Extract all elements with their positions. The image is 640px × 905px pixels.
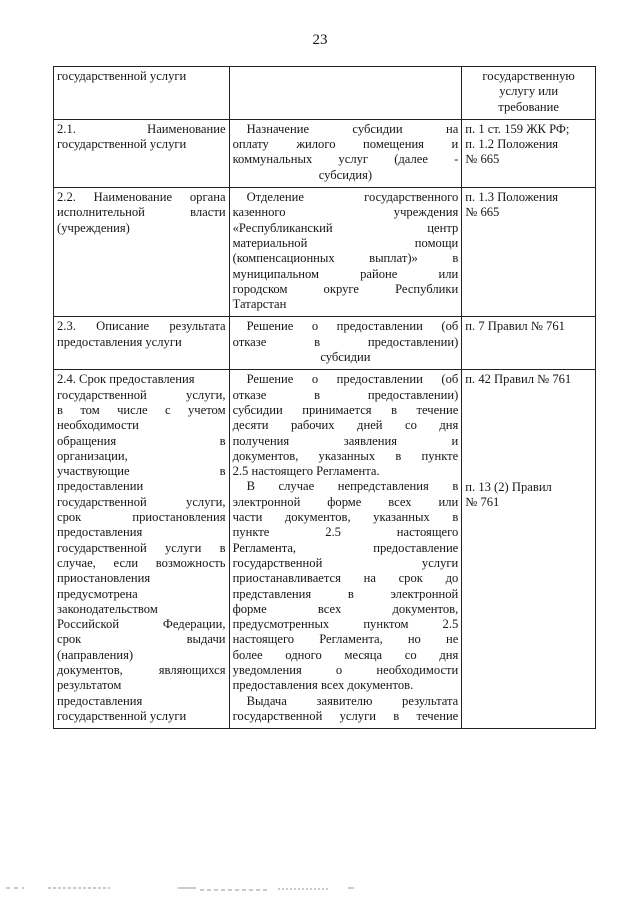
- text-line: Татарстан: [232, 297, 287, 312]
- text-line: № 761: [465, 494, 500, 509]
- text-line: городском округе Республики: [232, 281, 459, 296]
- text-line: государственную: [482, 69, 575, 83]
- text-line: случае, если возможность: [57, 555, 226, 570]
- table-row: [54, 119, 596, 187]
- text-line: необходимости: [57, 418, 139, 433]
- page-number: 23: [312, 32, 328, 48]
- text-line: документов, указанных в пункте: [232, 448, 459, 463]
- cell-legal-basis: [462, 317, 596, 370]
- text-line: электронной форме всех или: [232, 494, 459, 509]
- text-line: государственной услуги: [57, 137, 187, 152]
- cell-legal-basis: [462, 119, 596, 187]
- cell-value: [229, 119, 462, 187]
- text-line: 2.4. Срок предоставления: [57, 372, 195, 387]
- text-line: пункте 2.5 настоящего: [232, 525, 459, 540]
- cell-parameter: [54, 188, 230, 317]
- text-line: более одного месяца со дня: [232, 647, 459, 662]
- text-line: Назначение субсидии на: [246, 121, 459, 136]
- table-row: [54, 67, 596, 120]
- text-line: п. 1.2 Положения: [465, 137, 559, 152]
- text-line: отказе в предоставлении): [232, 334, 459, 349]
- text-line: (направления): [57, 647, 134, 662]
- text-line: государственной услуги в течение: [232, 708, 459, 723]
- text-line: № 665: [465, 152, 500, 167]
- text-line: срок выдачи: [57, 632, 226, 647]
- text-line: государственной услуги: [57, 69, 187, 83]
- text-line: государственной услуги в: [57, 540, 226, 555]
- cell-legal-basis: [462, 188, 596, 317]
- text-line: законодательством: [57, 601, 158, 616]
- cell-value: [229, 67, 462, 120]
- cell-legal-basis: [462, 67, 596, 120]
- text-line: получения заявления и: [232, 433, 459, 448]
- cell-spacer: [465, 388, 592, 480]
- text-line: оплату жилого помещения и: [232, 137, 459, 152]
- text-line: в том числе с учетом: [57, 402, 226, 417]
- text-line: предоставлении: [57, 479, 144, 494]
- regulation-table: [53, 66, 596, 729]
- text-line: предоставления услуги: [57, 334, 182, 349]
- cell-value: [229, 370, 462, 729]
- text-line: муниципальном районе или: [232, 266, 459, 281]
- text-line: Решение о предоставлении (об: [246, 319, 459, 334]
- text-line: В случае непредставления в: [246, 479, 459, 494]
- text-line: обращения в: [57, 433, 226, 448]
- text-line: приостановления: [57, 571, 151, 586]
- text-line: приостанавливается на срок до: [232, 571, 459, 586]
- table-row: [54, 317, 596, 370]
- text-line: предусмотренных пунктом 2.5: [232, 617, 459, 632]
- text-line: 2.1. Наименование: [57, 121, 226, 136]
- table-row: [54, 370, 596, 729]
- text-line: организации,: [57, 448, 128, 463]
- text-line: субсидия): [318, 167, 373, 182]
- text-line: Выдача заявителю результата: [246, 693, 459, 708]
- text-line: предоставления всех документов.: [232, 678, 414, 693]
- text-line: предоставления: [57, 525, 143, 540]
- cell-legal-basis: [462, 370, 596, 729]
- text-line: субсидии: [320, 350, 371, 365]
- text-line: настоящего Регламента, но не: [232, 632, 459, 647]
- text-line: п. 1 ст. 159 ЖК РФ;: [465, 121, 570, 136]
- text-line: представления в электронной: [232, 586, 459, 601]
- text-line: п. 7 Правил № 761: [465, 319, 565, 334]
- text-line: № 665: [465, 205, 500, 220]
- cell-parameter: [54, 370, 230, 729]
- text-line: «Республиканский центр: [232, 220, 459, 235]
- text-line: форме всех документов,: [232, 601, 459, 616]
- scan-artifacts: [0, 884, 640, 896]
- text-line: (учреждения): [57, 220, 130, 235]
- text-line: 2.3. Описание результата: [57, 319, 226, 334]
- text-line: 2.5 настоящего Регламента.: [232, 464, 380, 479]
- cell-value: [229, 188, 462, 317]
- text-line: услугу или: [499, 84, 559, 99]
- text-line: части документов, указанных в: [232, 510, 459, 525]
- text-line: п. 13 (2) Правил: [465, 479, 552, 494]
- text-line: п. 42 Правил № 761: [465, 372, 572, 387]
- table-row: [54, 188, 596, 317]
- text-line: отказе в предоставлении): [232, 387, 459, 402]
- text-line: уведомления о необходимости: [232, 662, 459, 677]
- text-line: Отделение государственного: [246, 190, 459, 205]
- text-line: государственной услуги,: [57, 494, 226, 509]
- text-line: документов, являющихся: [57, 662, 226, 677]
- text-line: государственной услуги,: [57, 387, 226, 402]
- text-line: коммунальных услуг (далее -: [232, 152, 459, 167]
- cell-value: [229, 317, 462, 370]
- text-line: государственной услуги: [57, 708, 187, 723]
- cell-parameter: [54, 317, 230, 370]
- text-line: срок приостановления: [57, 510, 226, 525]
- text-line: Российской Федерации,: [57, 617, 226, 632]
- text-line: требование: [498, 99, 559, 114]
- text-line: казенного учреждения: [232, 205, 459, 220]
- text-line: 2.2. Наименование органа: [57, 190, 226, 205]
- text-line: исполнительной власти: [57, 205, 226, 220]
- text-line: Решение о предоставлении (об: [246, 372, 459, 387]
- cell-parameter: [54, 119, 230, 187]
- text-line: (компенсационных выплат)» в: [232, 251, 459, 266]
- text-line: субсидии принимается в течение: [232, 402, 459, 417]
- text-line: предоставления: [57, 693, 143, 708]
- text-line: участвующие в: [57, 464, 226, 479]
- cell-parameter: [54, 67, 230, 120]
- text-line: материальной помощи: [232, 235, 459, 250]
- text-line: п. 1.3 Положения: [465, 190, 559, 205]
- text-line: предусмотрена: [57, 586, 138, 601]
- text-line: государственной услуги: [232, 555, 459, 570]
- text-line: результатом: [57, 678, 122, 693]
- text-line: десяти рабочих дней со дня: [232, 418, 459, 433]
- text-line: Регламента, предоставление: [232, 540, 459, 555]
